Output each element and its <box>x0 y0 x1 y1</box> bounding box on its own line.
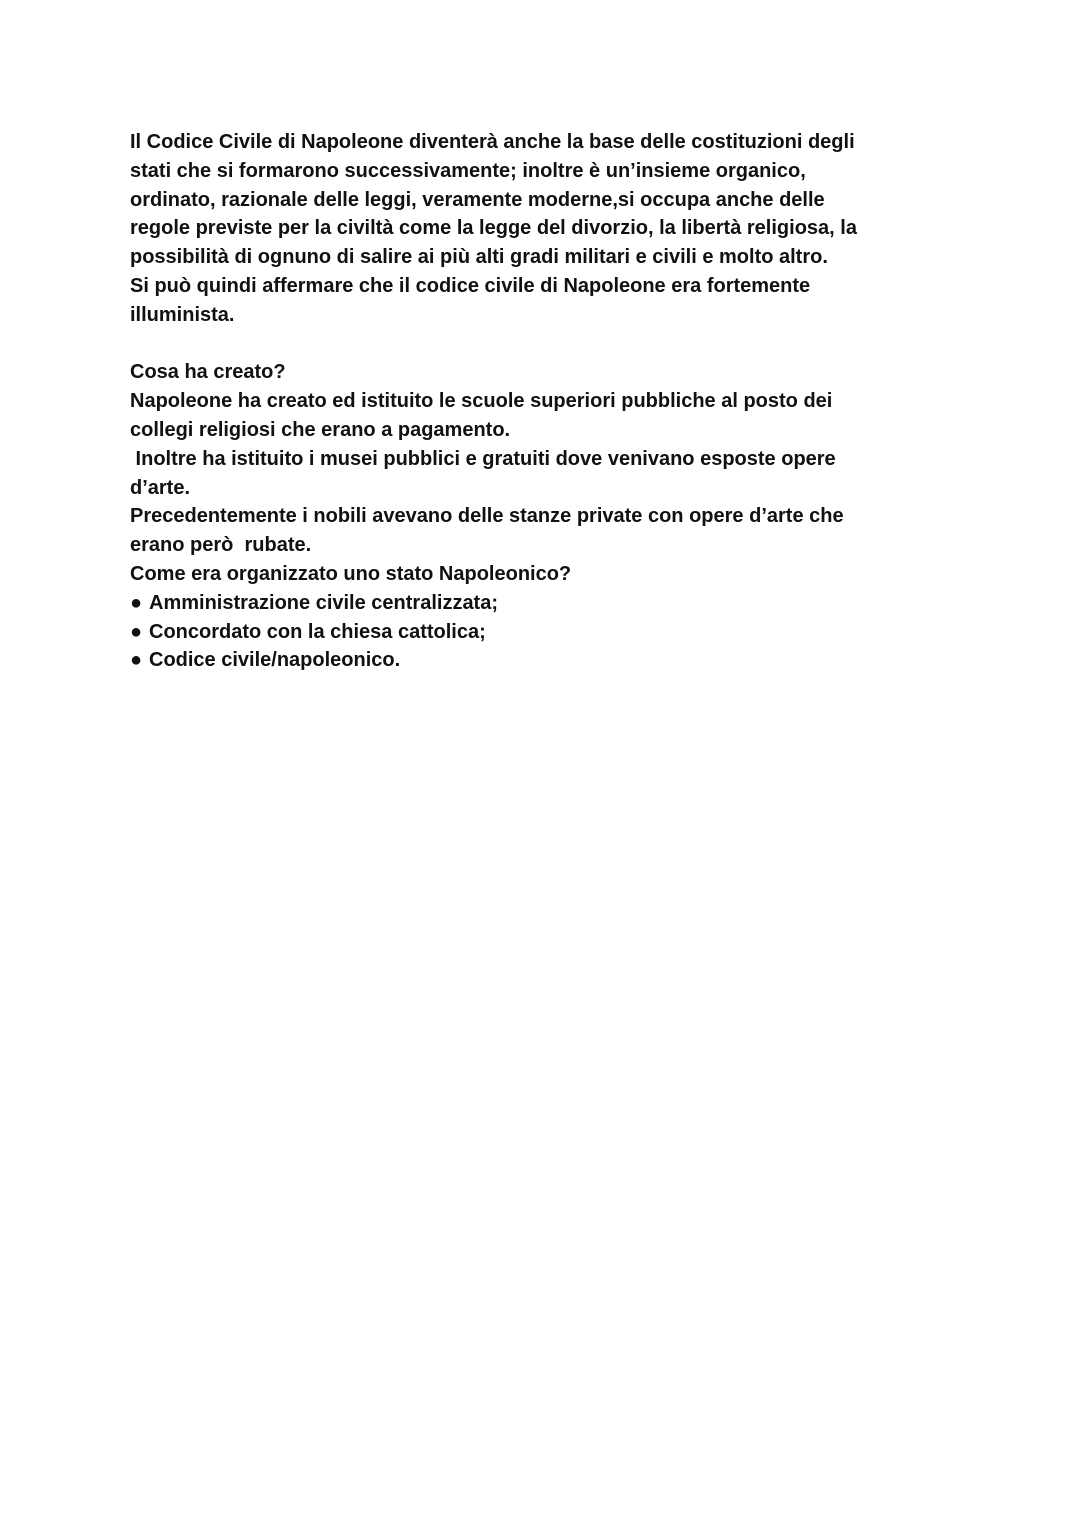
text-line: regole previste per la civiltà come la legge del divorzio, la libertà religiosa, la <box>130 217 857 240</box>
text-line: Il Codice Civile di Napoleone diventerà anche la base delle costituzioni degli <box>130 131 855 153</box>
text-line: Precedentemente i nobili avevano delle stanze private con opere d’arte che <box>130 505 844 528</box>
list-item-text: Amministrazione civile centralizzata; <box>149 591 499 614</box>
bullet-icon: ● <box>130 591 143 614</box>
list-item-text: Concordato con la chiesa cattolica; <box>149 620 486 643</box>
list-item <box>130 646 950 675</box>
bullet-icon: ● <box>130 649 143 672</box>
paragraph-codice-civile <box>130 128 950 330</box>
text-line: d’arte. <box>130 476 191 499</box>
text-line: collegi religiosi che erano a pagamento. <box>130 418 511 441</box>
list-item-text: Codice civile/napoleonico. <box>149 649 401 672</box>
text-line: possibilità di ognuno di salire ai più alti gradi militari e civili e molto altro. <box>130 246 828 269</box>
blank-line <box>130 330 950 359</box>
text-line: ordinato, razionale delle leggi, veramente moderne,si occupa anche delle <box>130 188 825 211</box>
text-line: illuminista. <box>130 303 235 326</box>
document-page <box>130 128 950 675</box>
list-item <box>130 618 950 647</box>
paragraph-creazioni <box>130 387 950 560</box>
text-line: Si può quindi affermare che il codice civile di Napoleone era fortemente <box>130 274 811 297</box>
question-heading: Cosa ha creato? <box>130 361 286 384</box>
text-line: erano però rubate. <box>130 534 312 557</box>
bullet-list <box>130 589 950 675</box>
question-heading: Come era organizzato uno stato Napoleonico? <box>130 562 572 585</box>
text-line: stati che si formarono successivamente; inoltre è un’insieme organico, <box>130 159 806 182</box>
text-line: Napoleone ha creato ed istituito le scuole superiori pubbliche al posto dei <box>130 390 833 413</box>
list-item <box>130 589 950 618</box>
text-line: Inoltre ha istituito i musei pubblici e gratuiti dove venivano esposte opere <box>130 447 836 470</box>
bullet-icon: ● <box>130 620 143 643</box>
